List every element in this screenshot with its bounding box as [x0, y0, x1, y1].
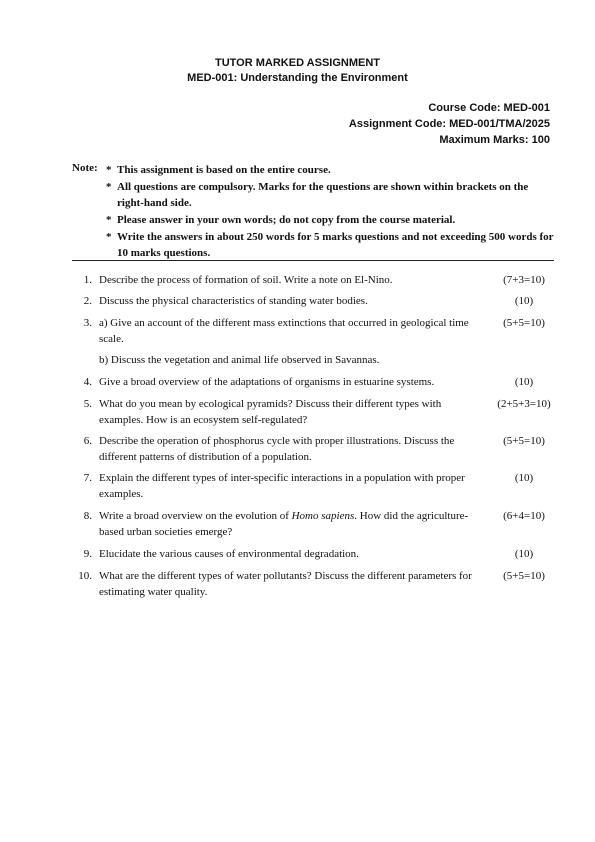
question-number: 4.: [83, 376, 92, 388]
asterisk-icon: *: [106, 181, 112, 193]
question-text: Give a broad overview of the adaptations of organisms in estuarine systems.: [99, 376, 435, 388]
question-text: Describe the process of formation of soil. Write a note on El-Nino.: [99, 274, 393, 286]
document-subtitle: MED-001: Understanding the Environment: [187, 72, 408, 84]
asterisk-icon: *: [106, 164, 112, 176]
note-item: [106, 212, 554, 228]
note-item: [106, 179, 554, 211]
note-item: [106, 229, 554, 261]
question-marks: (10): [514, 472, 534, 484]
question-text: Explain the different types of inter-specific interactions in a population with proper examples.: [99, 472, 465, 500]
note-item: [106, 162, 554, 178]
question-number: 10.: [78, 570, 92, 582]
question-text: a) Give an account of the different mass extinctions that occurred in geological time scale.: [99, 317, 469, 345]
question-marks: (5+5=10): [503, 435, 545, 447]
question-marks: (2+5+3=10): [497, 398, 551, 410]
question-text: Describe the operation of phosphorus cycle with proper illustrations. Discuss the different patterns of distribution of a population.: [99, 435, 455, 463]
question-number: 7.: [83, 472, 92, 484]
question-marks: (10): [514, 376, 534, 388]
question-number: 6.: [83, 435, 92, 447]
question-marks: (5+5=10): [503, 570, 545, 582]
note-text: Write the answers in about 250 words for 5 marks questions and not exceeding 500 words for 10 marks questions.: [117, 231, 554, 259]
document-title: TUTOR MARKED ASSIGNMENT: [215, 57, 380, 69]
question-text: Elucidate the various causes of environmental degradation.: [99, 548, 359, 560]
question-marks: (5+5=10): [503, 317, 545, 329]
question-text-after: . How did the agriculture-based urban societies emerge?: [99, 510, 469, 538]
question-marks: (10): [514, 548, 534, 560]
note-text: Please answer in your own words; do not copy from the course material.: [117, 214, 456, 226]
question-marks: (7+3=10): [503, 274, 545, 286]
question-number: 3.: [83, 317, 92, 329]
asterisk-icon: *: [106, 231, 112, 243]
course-code: Course Code: MED-001: [428, 102, 550, 114]
note-list: [106, 162, 554, 262]
question-number: 1.: [83, 274, 92, 286]
question-marks: (10): [514, 295, 534, 307]
assignment-code: Assignment Code: MED-001/TMA/2025: [348, 118, 550, 130]
question-text: What are the different types of water pollutants? Discuss the different parameters for estimating water quality.: [99, 570, 472, 598]
asterisk-icon: *: [106, 214, 112, 226]
question-number: 9.: [83, 548, 92, 560]
question-text: Discuss the physical characteristics of standing water bodies.: [99, 295, 368, 307]
question-marks: (6+4=10): [503, 510, 545, 522]
note-label: Note:: [72, 162, 98, 174]
species-name: Homo sapiens: [291, 510, 355, 522]
question-text: What do you mean by ecological pyramids? Discuss their different types with examples. How is an ecosystem self-regulated?: [99, 398, 442, 426]
note-text: This assignment is based on the entire course.: [117, 164, 331, 176]
question-text-before: Write a broad overview on the evolution of: [99, 510, 292, 522]
divider: [72, 260, 554, 261]
question-number: 5.: [83, 398, 92, 410]
code-block: [349, 100, 550, 148]
note-text: All questions are compulsory. Marks for the questions are shown within brackets on the right-hand side.: [117, 181, 529, 209]
question-number: 8.: [83, 510, 92, 522]
question-text: [99, 508, 481, 540]
maximum-marks: Maximum Marks: 100: [439, 134, 550, 146]
question-number: 2.: [83, 295, 92, 307]
question-text-part-b: b) Discuss the vegetation and animal life observed in Savannas.: [99, 354, 380, 366]
